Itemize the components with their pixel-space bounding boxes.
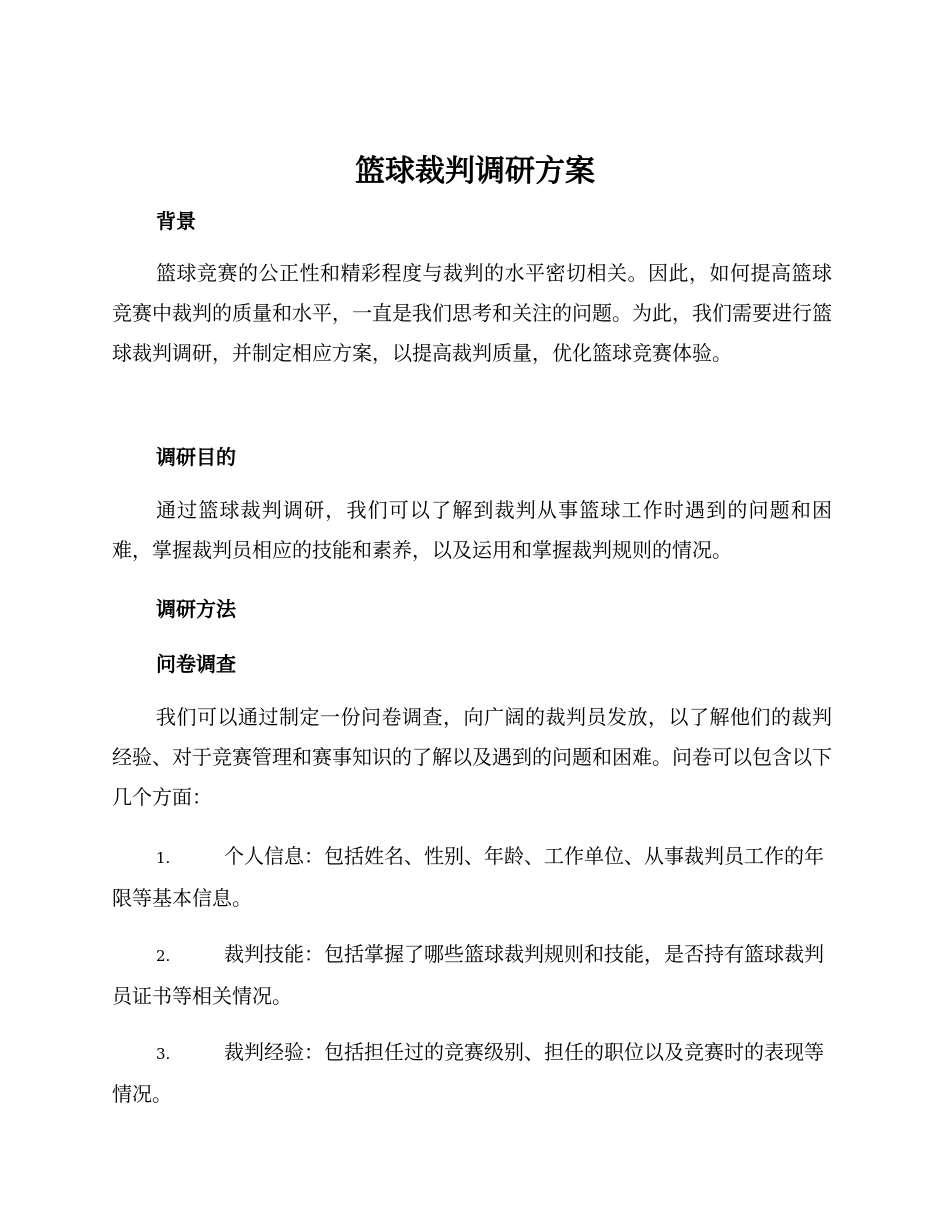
section-heading-background: 背景 — [156, 209, 196, 233]
list-item-number: 2. — [156, 947, 171, 965]
section-heading-method: 调研方法 — [156, 597, 236, 621]
list-item-number: 1. — [156, 849, 171, 867]
paragraph-survey: 我们可以通过制定一份问卷调查，向广阔的裁判员发放，以了解他们的裁判经验、对于竞赛管理和赛事知识的了解以及遇到的问题和困难。问卷可以包含以下几个方面： — [112, 705, 832, 809]
section-heading-purpose: 调研目的 — [156, 445, 236, 469]
list-item-text: 裁判技能：包括掌握了哪些篮球裁判规则和技能，是否持有篮球裁判员证书等相关情况。 — [112, 942, 824, 1008]
paragraph-purpose: 通过篮球裁判调研，我们可以了解到裁判从事篮球工作时遇到的问题和困难，掌握裁判员相应的技能和素养，以及运用和掌握裁判规则的情况。 — [112, 498, 832, 562]
document-title: 篮球裁判调研方案 — [355, 154, 595, 189]
subsection-heading-survey: 问卷调查 — [156, 652, 236, 676]
list-item-number: 3. — [156, 1045, 171, 1063]
list-item — [112, 934, 832, 1016]
paragraph-background: 篮球竞赛的公正性和精彩程度与裁判的水平密切相关。因此，如何提高篮球竞赛中裁判的质量和水平，一直是我们思考和关注的问题。为此，我们需要进行篮球裁判调研，并制定相应方案，以提高裁判质量，优化篮球竞赛体验。 — [112, 261, 832, 365]
list-item — [112, 1032, 832, 1114]
list-item-text: 裁判经验：包括担任过的竞赛级别、担任的职位以及竞赛时的表现等情况。 — [112, 1040, 824, 1106]
list-item — [112, 836, 832, 918]
list-item-text: 个人信息：包括姓名、性别、年龄、工作单位、从事裁判员工作的年限等基本信息。 — [112, 844, 824, 910]
